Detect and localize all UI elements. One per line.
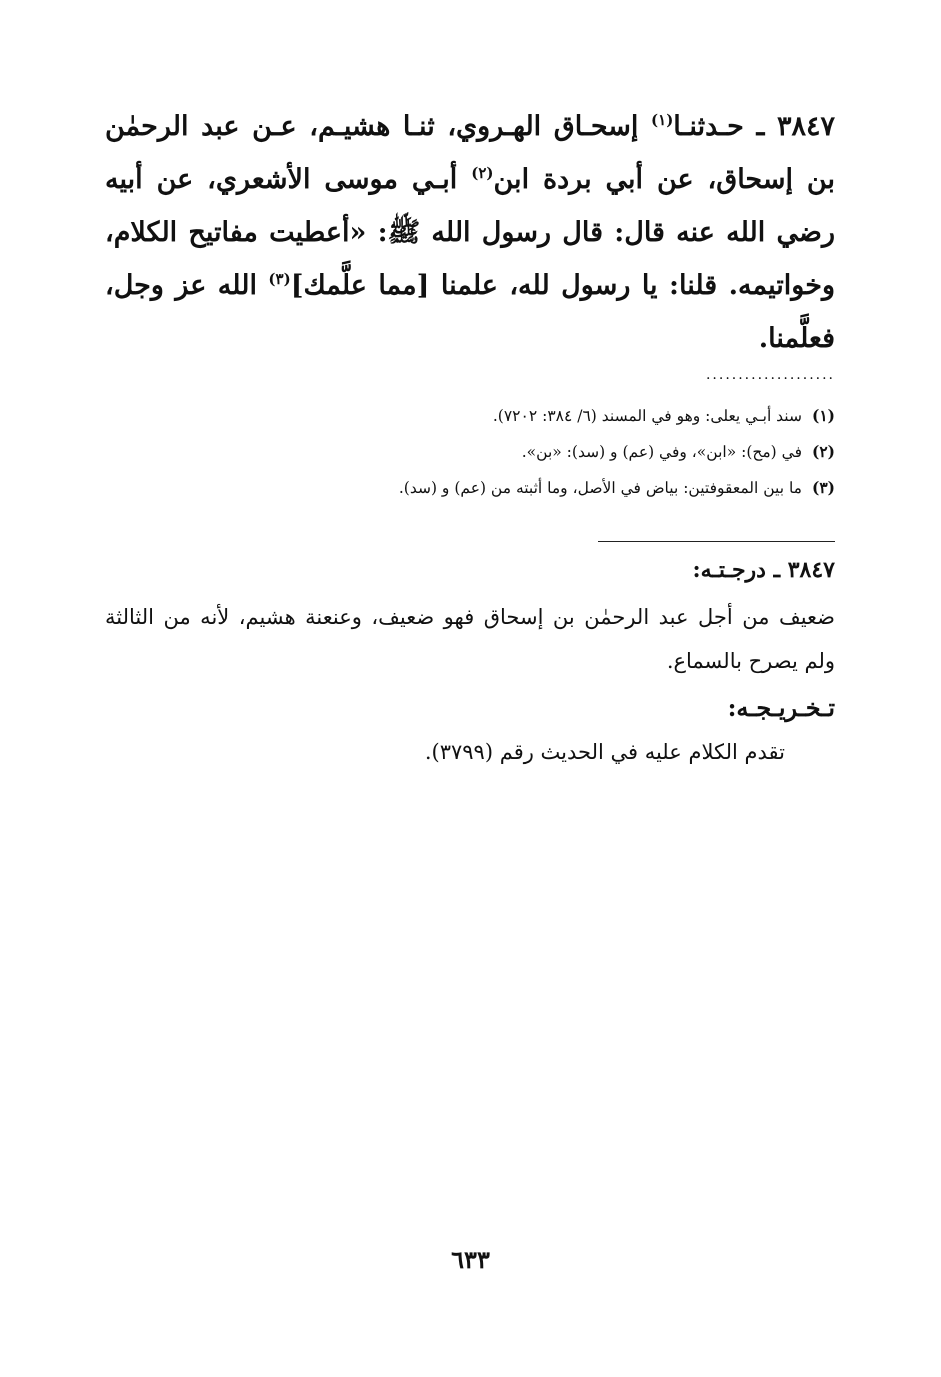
hadith-text-part-2: إسحـاق الهـروي، ثنـا هشيـم، عـن عبد الرحمٰن بن إسحاق، عن أبي بردة ابن	[105, 111, 835, 195]
footnote-separator: ....................	[705, 368, 835, 382]
page-number: ٦٣٣	[451, 1245, 490, 1274]
hadith-text	[105, 100, 835, 365]
footnote-number: (٣)	[811, 478, 835, 497]
footnote-3	[300, 470, 835, 506]
footnote-text: ما بين المعقوفتين: بياض في الأصل، وما أثبته من (عم) و (سد).	[398, 479, 802, 497]
hadith-number: ٣٨٤٧	[776, 111, 835, 142]
hadith-text-part-1: حـدثنـا	[673, 111, 744, 142]
footnote-ref-2: (٢)	[471, 164, 494, 182]
grade-text: ضعيف من أجل عبد الرحمٰن بن إسحاق فهو ضعيف، وعنعنة هشيم، لأنه من الثالثة ولم يصرح بالسماع.	[105, 605, 835, 673]
footnote-ref-1: (١)	[651, 111, 674, 129]
section-divider-line	[598, 541, 835, 542]
footnote-text: في (مح): «ابن»، وفي (عم) و (سد): «بن».	[521, 443, 802, 461]
grade-heading: ٣٨٤٧ ـ درجـتـه:	[692, 557, 835, 583]
takhrij-heading: تـخـريـجـه:	[727, 693, 835, 722]
footnote-number: (٢)	[811, 442, 835, 461]
hadith-text-part-3: أبـي موسى الأشعري، عن أبيه رضي الله عنه قال: قال رسول الله ﷺ: «أعطيت مفاتيح الكلام، وخواتيمه. قلنا: يا رسول لله، علمنا [مما علَّمك]	[105, 164, 835, 301]
takhrij-text: تقدم الكلام عليه في الحديث رقم (٣٧٩٩).	[424, 740, 785, 764]
footnotes	[300, 398, 835, 506]
hadith-dash: ـ	[743, 111, 777, 142]
footnote-ref-3: (٣)	[268, 270, 291, 288]
footnote-1	[300, 398, 835, 434]
footnote-2	[300, 434, 835, 470]
hadith-text-part-4: الله عز وجل، فعلَّمنا.	[105, 270, 835, 354]
footnote-text: سند أبـي يعلى: وهو في المسند (٦/ ٣٨٤: ٧٢٠٢).	[492, 407, 802, 425]
footnote-number: (١)	[811, 406, 835, 425]
